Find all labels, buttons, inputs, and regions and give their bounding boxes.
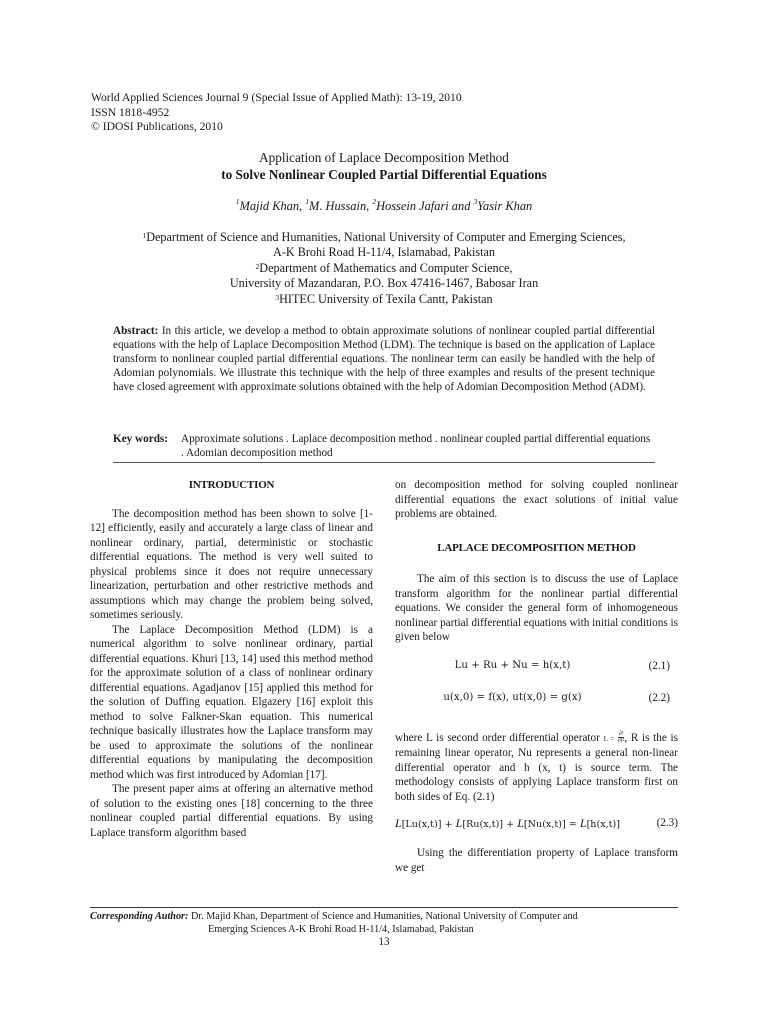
affiliation-2-address: University of Mazandaran, P.O. Box 47416-1467, Babosar Iran	[229, 276, 539, 291]
journal-citation: World Applied Sciences Journal 9 (Special Issue of Applied Math): 13-19, 2010	[91, 91, 462, 104]
abstract-text: In this article, we develop a method to obtain approximate solutions of nonlinear coupled partial differential equations with the help of Laplace Decomposition Method (LDM). The technique is based on the application of Laplace transform to nonlinear coupled partial differential equations. The nonlinear term can easily be handled with the help of Adomian polynomials. We illustrate this technique with the help of three examples and results of the present technique have closed agreement with approximate solutions obtained with the help of Adomian Decomposition Method (ADM).	[113, 325, 656, 393]
equation-number: (2.3)	[656, 817, 678, 829]
author-sup: 3	[473, 197, 478, 206]
affiliation-text: Department of Mathematics and Computer Science,	[259, 260, 513, 275]
affiliation-2	[0, 261, 768, 276]
laplace-symbol: L	[395, 816, 402, 830]
affiliation-sup: 1	[142, 231, 147, 240]
right-column	[395, 478, 678, 875]
footer-divider	[90, 907, 678, 908]
equation-number: (2.1)	[648, 659, 670, 672]
equation-term: [Lu(x,t)] +	[401, 819, 456, 830]
introduction-heading: INTRODUCTION	[188, 479, 275, 491]
author-name: M. Hussain,	[309, 199, 373, 213]
operator-text: where L is second order differential operator	[395, 731, 600, 744]
author-sup: 1	[235, 197, 240, 206]
equation-expression: Lu + Ru + Nu = h(x,t)	[454, 659, 571, 671]
ldm-paragraph-1: The aim of this section is to discuss the use of Laplace transform algorithm for the nonlinear partial differential equations. We consider the general form of inhomogeneous nonlinear partial differential equations with initial conditions is given below	[395, 573, 678, 643]
right-paragraph-continued: on decomposition method for solving coupled nonlinear differential equations the exact solutions of initial value problems are obtained.	[395, 479, 678, 520]
intro-paragraph-2: The Laplace Decomposition Method (LDM) is a numerical algorithm to solve nonlinear ordinary, partial differential equations. Khuri [13, 14] used this method method for the approximate solution of a class of nonlinear ordinary differential equations. Agadjanov [15] applied this method for the solution of Duffing equation. Elgazery [16] exploit this method to solve Falkner-Skan equation. This numerical technique basically illustrates how the Laplace transform may be used to approximate the solutions of the nonlinear differential equations by manipulating the decomposition method which was first introduced by Adomian [17].	[90, 623, 373, 781]
affiliation-sup: 3	[275, 292, 280, 302]
affiliation-1	[0, 230, 768, 245]
equation-term: [h(x,t)]	[586, 819, 621, 830]
affiliations	[0, 230, 768, 307]
keywords-text: Approximate solutions . Laplace decomposition method . nonlinear coupled partial differential equations . Adomian decomposition method	[181, 433, 651, 459]
author-name: Majid Khan,	[239, 199, 306, 213]
journal-header	[91, 91, 462, 135]
equation-2-3	[395, 816, 678, 832]
keywords-label: Key words:	[113, 433, 168, 445]
footer-label: Corresponding Author:	[90, 911, 189, 922]
equation-2-1	[395, 659, 678, 675]
intro-paragraph-3: The present paper aims at offering an alternative method of solution to the existing ones [18] concerning to the three nonlinear coupled partial differential equations. By using Laplace transform algorithm based	[90, 783, 373, 839]
affiliation-sup: 2	[255, 261, 260, 271]
footer-line-1	[90, 910, 678, 923]
intro-paragraph-1: The decomposition method has been shown to solve [1-12] efficiently, easily and accurately a large class of linear and nonlinear ordinary, partial, deterministic or stochastic differential equations. The method is very well suited to physical problems since it does not require unnecessary linearization, perturbation and other restrictive methods and assumptions which may change the problem being solved, sometimes seriously.	[90, 507, 373, 621]
affiliation-1-address: A-K Brohi Road H-11/4, Islamabad, Pakistan	[273, 245, 495, 260]
corresponding-author	[90, 910, 678, 936]
fraction-numerator: ∂²	[618, 731, 624, 738]
operator-l: L =	[603, 734, 615, 743]
equation-term: [Ru(x,t)] +	[462, 819, 518, 830]
author-name: Yasir Khan	[477, 199, 533, 213]
author-list	[0, 199, 768, 214]
abstract	[113, 325, 655, 395]
affiliation-text: Department of Science and Humanities, National University of Computer and Emerging Sciences,	[146, 230, 626, 244]
laplace-symbol: L	[517, 816, 524, 830]
left-column	[90, 478, 373, 840]
affiliation-3	[0, 292, 768, 307]
journal-copyright: © IDOSI Publications, 2010	[91, 120, 223, 134]
author-name: Hossein Jafari and	[376, 199, 474, 213]
operator-rest-text: , R is the is remaining linear operator, Nu represents a general non-linear differential operator and h (x, t) is source term. The methodology consists of applying Laplace transform first on both sides of Eq. (2.1)	[395, 731, 678, 803]
ldm-heading: LAPLACE DECOMPOSITION METHOD	[437, 541, 636, 554]
journal-issn: ISSN 1818-4952	[91, 105, 170, 119]
equation-2-2	[395, 691, 678, 707]
author-sup: 2	[372, 197, 377, 206]
footer-line-2: Emerging Sciences A-K Brohi Road H-11/4, Islamabad, Pakistan	[208, 924, 474, 935]
fraction-denominator: ∂t²	[617, 738, 625, 745]
section-divider	[113, 462, 655, 463]
equation-expression	[395, 816, 645, 833]
ldm-paragraph-2	[395, 731, 678, 805]
paper-title-line1: Application of Laplace Decomposition Method	[259, 150, 509, 165]
affiliation-text: HITEC University of Texila Cantt, Pakistan	[279, 291, 493, 306]
paper-title-line2: to Solve Nonlinear Coupled Partial Differential Equations	[221, 167, 547, 182]
page-number: 13	[378, 936, 390, 948]
ldm-paragraph-3: Using the differentiation property of Laplace transform we get	[395, 847, 678, 874]
laplace-symbol: L	[579, 816, 587, 830]
equation-term: [Nu(x,t)] =	[523, 819, 580, 830]
equation-expression: u(x,0) = f(x), ut(x,0) = g(x)	[443, 691, 582, 703]
footer-text: Dr. Majid Khan, Department of Science and Humanities, National University of Computer and	[190, 911, 578, 922]
equation-number: (2.2)	[648, 691, 670, 704]
author-sup: 1	[305, 197, 309, 206]
abstract-label: Abstract:	[113, 325, 159, 337]
laplace-symbol: L	[455, 816, 463, 830]
